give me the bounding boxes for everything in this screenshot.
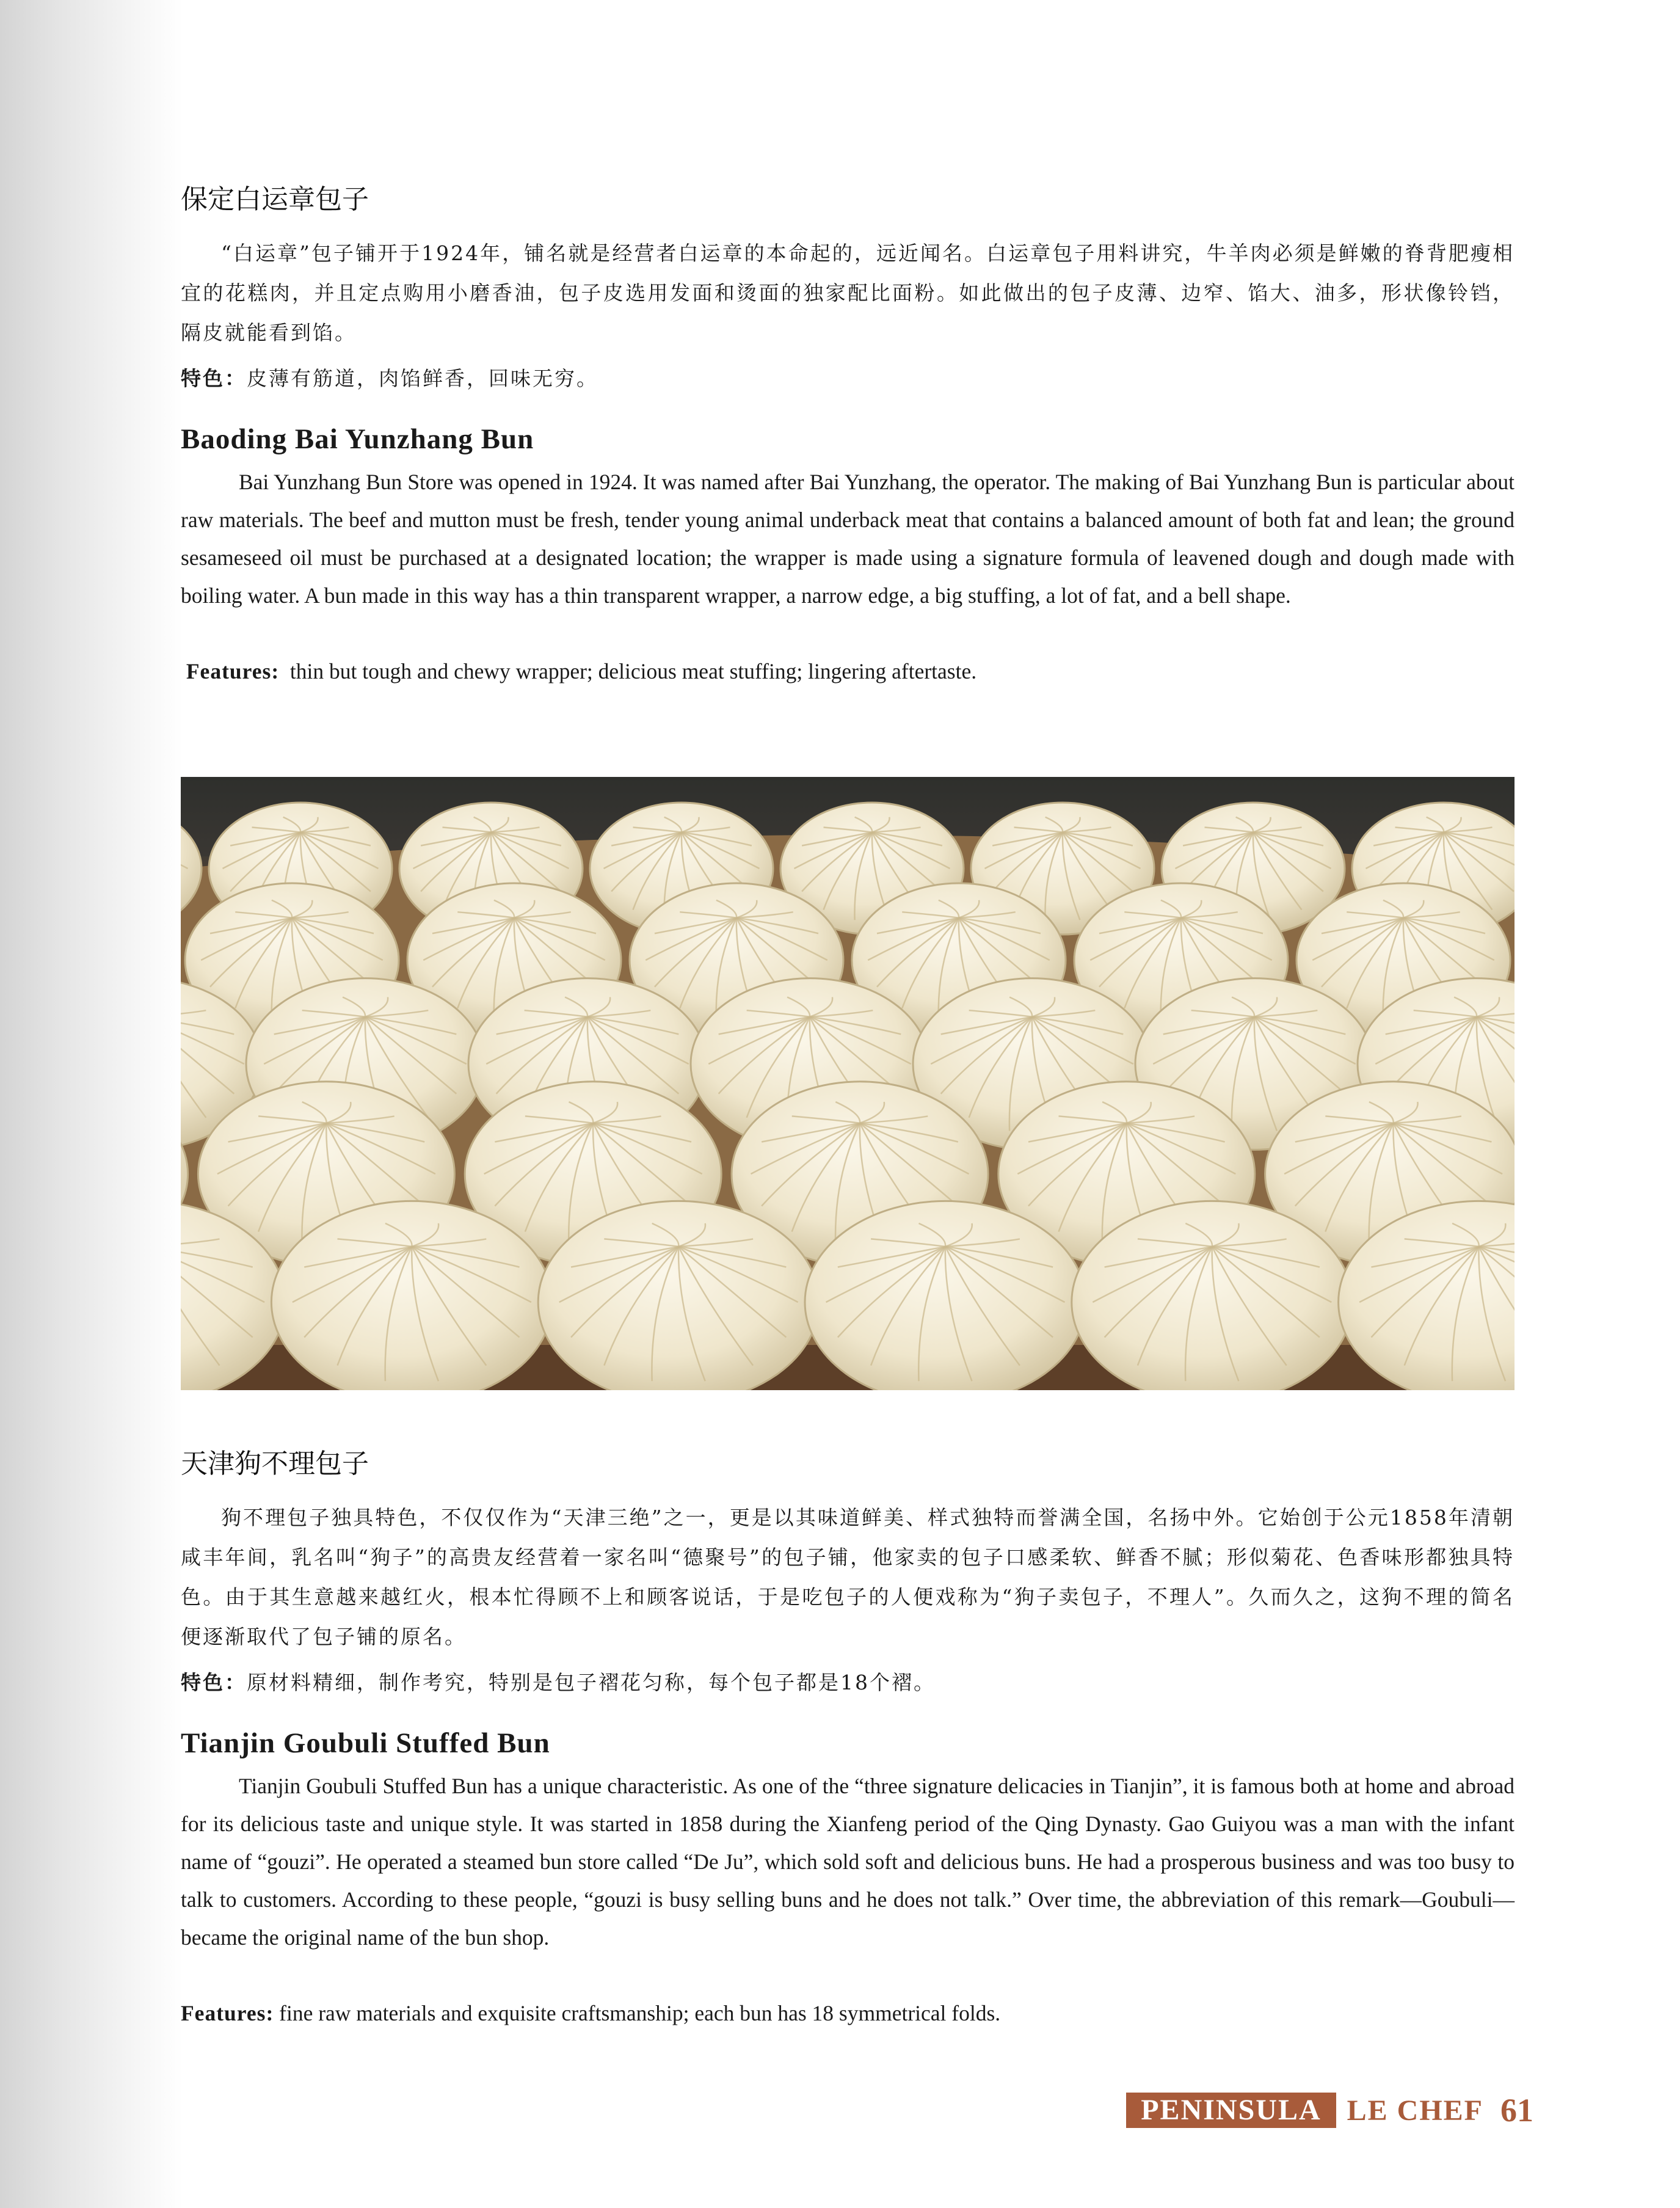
magazine-name-peninsula: PENINSULA <box>1126 2093 1336 2128</box>
zh-heading-baoding: 保定白运章包子 <box>181 184 369 215</box>
en-features-text: fine raw materials and exquisite craftsmanship; each bun has 18 symmetrical folds. <box>279 2001 1001 2025</box>
zh-features-label: 特色： <box>181 366 247 390</box>
zh-paragraph-tianjin: 狗不理包子独具特色，不仅仅作为“天津三绝”之一，更是以其味道鲜美、样式独特而誉满全国，名扬中外。它始创于公元1858年清朝咸丰年间，乳名叫“狗子”的高贵友经营着一家名叫“德聚号”的包子铺，他家卖的包子口感柔软、鲜香不腻；形似菊花、色香味形都独具特色。由于其生意越来越红火，根本忙得顾不上和顾客说话，于是吃包子的人便戏称为“狗子卖包子，不理人”。久而久之，这狗不理的简名便逐渐取代了包子铺的原名。 <box>181 1506 1515 1649</box>
zh-features-tianjin <box>181 1663 1515 1702</box>
page-number: 61 <box>1500 2092 1533 2129</box>
zh-features-label: 特色： <box>181 1671 247 1694</box>
page-footer <box>1126 2092 1533 2129</box>
zh-features-baoding <box>181 359 1515 398</box>
en-paragraph-baoding: Bai Yunzhang Bun Store was opened in 1924. It was named after Bai Yunzhang, the operator. The making of Bai Yunzhang Bun is particular about raw materials. The beef and mutton must be fresh, tender young animal underback meat that contains a balanced amount of both fat and lean; the ground sesameseed oil must be purchased at a designated location; the wrapper is made using a signature formula of leavened dough and dough made with boiling water. A bun made in this way has a thin transparent wrapper, a narrow edge, a big stuffing, a lot of fat, and a bell shape. <box>181 470 1515 608</box>
page-spine-shadow <box>0 0 183 2208</box>
en-features-text: thin but tough and chewy wrapper; delicious meat stuffing; lingering aftertaste. <box>289 659 977 683</box>
magazine-name-le-chef: LE CHEF <box>1347 2094 1483 2127</box>
en-features-label: Features: <box>186 659 280 683</box>
zh-features-text: 原材料精细，制作考究，特别是包子褶花匀称，每个包子都是18个褶。 <box>247 1671 936 1694</box>
en-heading-tianjin: Tianjin Goubuli Stuffed Bun <box>181 1727 550 1759</box>
en-features-tianjin <box>181 1994 1515 2032</box>
zh-paragraph-baoding: “白运章”包子铺开于1924年，铺名就是经营者白运章的本命起的，远近闻名。白运章包子用料讲究，牛羊肉必须是鲜嫩的脊背肥瘦相宜的花糕肉，并且定点购用小磨香油，包子皮选用发面和烫面的独家配比面粉。如此做出的包子皮薄、边窄、馅大、油多，形状像铃铛，隔皮就能看到馅。 <box>181 241 1515 344</box>
en-paragraph-tianjin: Tianjin Goubuli Stuffed Bun has a unique characteristic. As one of the “three signature delicacies in Tianjin”, it is famous both at home and abroad for its delicious taste and unique style. It was started in 1858 during the Xianfeng period of the Qing Dynasty. Gao Guiyou was a man with the infant name of “gouzi”. He operated a steamed bun store called “De Ju”, which sold soft and delicious buns. He had a prosperous business and was too busy to talk to customers. According to these people, “gouzi is busy selling buns and he does not talk.” Over time, the abbreviation of this remark—Goubuli—became the original name of the bun shop. <box>181 1774 1515 1950</box>
en-features-baoding <box>181 652 1515 690</box>
zh-heading-tianjin: 天津狗不理包子 <box>181 1448 369 1479</box>
en-heading-baoding: Baoding Bai Yunzhang Bun <box>181 423 534 455</box>
en-features-label: Features: <box>181 2001 274 2025</box>
zh-features-text: 皮薄有筋道，肉馅鲜香，回味无穷。 <box>247 366 598 390</box>
section-tianjin <box>181 1441 1515 2032</box>
steamed-buns-photo <box>181 777 1515 1390</box>
section-baoding <box>181 177 1515 690</box>
